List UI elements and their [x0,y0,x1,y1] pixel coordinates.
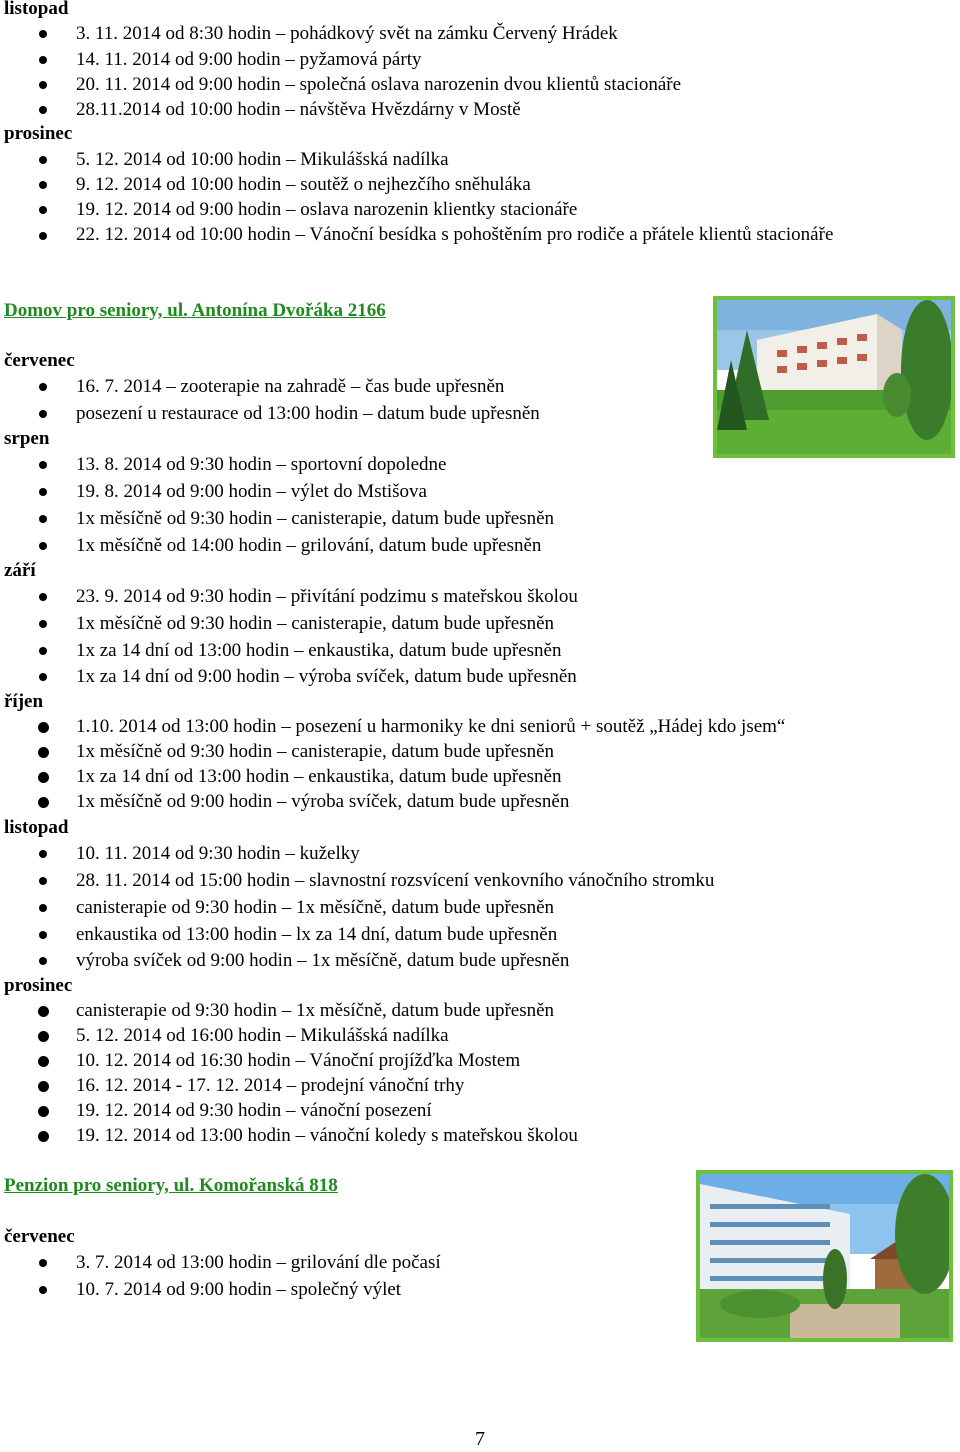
list-item: posezení u restaurace od 13:00 hodin – datum bude upřesněn [76,403,540,424]
month-label: prosinec [4,123,73,144]
bullet-icon [39,232,47,240]
list-item: 1x měsíčně od 9:30 hodin – canisterapie, datum bude upřesněn [76,508,555,529]
bullet-icon [38,772,49,783]
list-item: 1x měsíčně od 14:00 hodin – grilování, datum bude upřesněn [76,535,542,556]
list-item: 19. 12. 2014 od 9:30 hodin – vánoční posezení [76,1100,432,1121]
bullet-icon [39,647,47,655]
bullet-icon [38,1106,49,1117]
list-item: 5. 12. 2014 od 10:00 hodin – Mikulášská nadílka [76,149,449,170]
month-label: červenec [4,1226,75,1247]
bullet-icon [39,904,47,912]
bullet-icon [39,673,47,681]
list-item: 19. 8. 2014 od 9:00 hodin – výlet do Mstišova [76,481,427,502]
list-item: canisterapie od 9:30 hodin – 1x měsíčně, datum bude upřesněn [76,897,555,918]
bullet-icon [38,1031,49,1042]
list-item: 1x za 14 dní od 9:00 hodin – výroba svíček, datum bude upřesněn [76,666,577,687]
list-item: 9. 12. 2014 od 10:00 hodin – soutěž o nejhezčího sněhuláka [76,174,531,195]
bullet-icon [38,1006,49,1017]
bullet-icon [39,957,47,965]
month-label: prosinec [4,975,73,996]
bullet-icon [39,542,47,550]
list-item: 1x za 14 dní od 13:00 hodin – enkaustika, datum bude upřesněn [76,640,562,661]
bullet-icon [39,56,47,64]
list-item: 19. 12. 2014 od 13:00 hodin – vánoční koledy s mateřskou školou [76,1125,578,1146]
list-item: 5. 12. 2014 od 16:00 hodin – Mikulášská nadílka [76,1025,449,1046]
section-heading: Penzion pro seniory, ul. Komořanská 818 [4,1175,338,1196]
month-label: listopad [4,817,69,838]
bullet-icon [39,410,47,418]
list-item: 1.10. 2014 od 13:00 hodin – posezení u harmoniky ke dni seniorů + soutěž „Hádej kdo jsem“ [76,716,786,737]
bullet-icon [39,877,47,885]
list-item: 16. 12. 2014 - 17. 12. 2014 – prodejní vánoční trhy [76,1075,465,1096]
list-item: 1x za 14 dní od 13:00 hodin – enkaustika, datum bude upřesněn [76,766,562,787]
bullet-icon [38,1131,49,1142]
bullet-icon [39,383,47,391]
bullet-icon [39,156,47,164]
bullet-icon [39,461,47,469]
section-heading: Domov pro seniory, ul. Antonína Dvořáka 2166 [4,300,386,321]
month-label: říjen [4,691,44,712]
bullet-icon [39,931,47,939]
list-item: 1x měsíčně od 9:30 hodin – canisterapie, datum bude upřesněn [76,741,555,762]
bullet-icon [38,1081,49,1092]
list-item: 10. 7. 2014 od 9:00 hodin – společný výlet [76,1279,402,1300]
list-item: 23. 9. 2014 od 9:30 hodin – přivítání podzimu s mateřskou školou [76,586,578,607]
bullet-icon [39,515,47,523]
bullet-icon [38,1056,49,1067]
bullet-icon [39,206,47,214]
list-item: 20. 11. 2014 od 9:00 hodin – společná oslava narozenin dvou klientů stacionáře [76,74,682,95]
list-item: 28.11.2014 od 10:00 hodin – návštěva Hvězdárny v Mostě [76,99,521,120]
bullet-icon [38,797,49,808]
list-item: 14. 11. 2014 od 9:00 hodin – pyžamová párty [76,49,422,70]
list-item: 22. 12. 2014 od 10:00 hodin – Vánoční besídka s pohoštěním pro rodiče a přátele klientů stacionáře [76,224,834,245]
bullet-icon [39,1286,47,1294]
list-item: 19. 12. 2014 od 9:00 hodin – oslava narozenin klientky stacionáře [76,199,578,220]
bullet-icon [38,722,49,733]
bullet-icon [38,747,49,758]
list-item: 3. 7. 2014 od 13:00 hodin – grilování dle počasí [76,1252,441,1273]
month-label: září [4,560,36,581]
list-item: 13. 8. 2014 od 9:30 hodin – sportovní dopoledne [76,454,447,475]
list-item: výroba svíček od 9:00 hodin – 1x měsíčně, datum bude upřesněn [76,950,570,971]
list-item: 28. 11. 2014 od 15:00 hodin – slavnostní rozsvícení venkovního vánočního stromku [76,870,715,891]
bullet-icon [39,620,47,628]
bullet-icon [39,850,47,858]
bullet-icon [39,1259,47,1267]
bullet-icon [39,488,47,496]
month-label: listopad [4,0,69,19]
month-label: červenec [4,350,75,371]
list-item: 10. 12. 2014 od 16:30 hodin – Vánoční projížďka Mostem [76,1050,521,1071]
list-item: 16. 7. 2014 – zooterapie na zahradě – čas bude upřesněn [76,376,505,397]
bullet-icon [39,181,47,189]
bullet-icon [39,81,47,89]
list-item: 1x měsíčně od 9:00 hodin – výroba svíček, datum bude upřesněn [76,791,570,812]
list-item: 10. 11. 2014 od 9:30 hodin – kuželky [76,843,360,864]
bullet-icon [39,106,47,114]
bullet-icon [39,593,47,601]
bullet-icon [39,30,47,38]
list-item: enkaustika od 13:00 hodin – lx za 14 dní, datum bude upřesněn [76,924,558,945]
list-item: canisterapie od 9:30 hodin – 1x měsíčně, datum bude upřesněn [76,1000,555,1021]
page-number: 7 [475,1428,485,1450]
list-item: 3. 11. 2014 od 8:30 hodin – pohádkový svět na zámku Červený Hrádek [76,23,618,44]
month-label: srpen [4,428,50,449]
list-item: 1x měsíčně od 9:30 hodin – canisterapie, datum bude upřesněn [76,613,555,634]
